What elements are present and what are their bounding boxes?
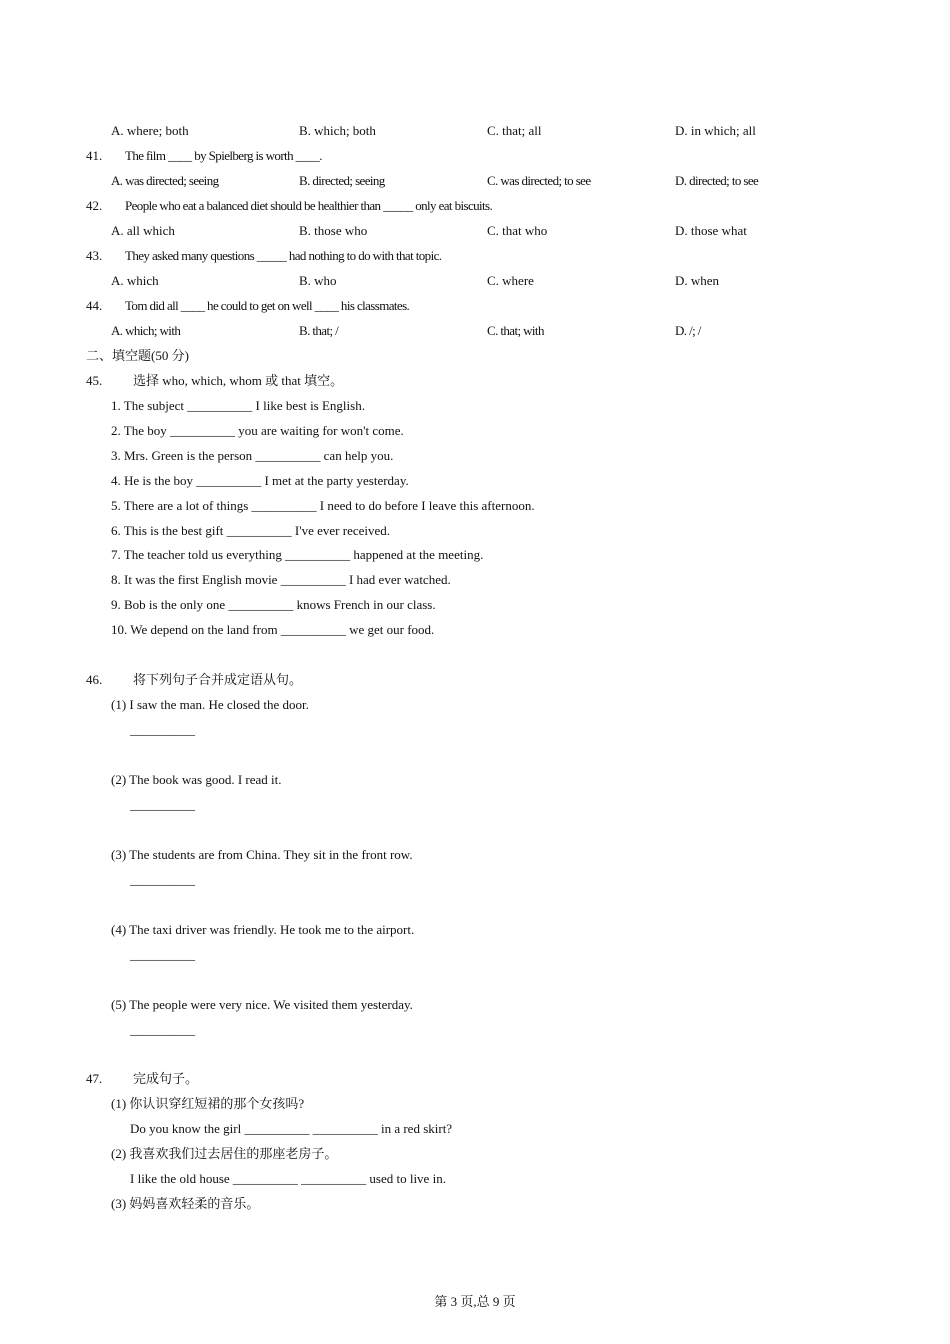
option-b: B. that; / xyxy=(299,323,339,338)
answer-blank: __________ xyxy=(130,947,195,962)
option-a: A. where; both xyxy=(111,123,189,138)
question-stem: The film ____ by Spielberg is worth ____. xyxy=(125,148,322,163)
fill-item: 1. The subject __________ I like best is English. xyxy=(111,398,365,413)
option-a: A. which xyxy=(111,273,159,288)
question-number: 42. xyxy=(86,198,103,213)
answer-blank: __________ xyxy=(130,872,195,887)
question-stem: Tom did all ____ he could to get on well ____ his classmates. xyxy=(125,298,410,313)
option-c: C. that who xyxy=(487,223,548,238)
fill-item: 5. There are a lot of things __________ I need to do before I leave this afternoon. xyxy=(111,498,535,513)
chinese-prompt: (1) 你认识穿红短裙的那个女孩吗? xyxy=(111,1096,305,1111)
fill-item: 8. It was the first English movie __________ I had ever watched. xyxy=(111,572,451,587)
question-instruction: 完成句子。 xyxy=(133,1071,199,1086)
section-heading: 二、填空题(50 分) xyxy=(86,348,189,363)
fill-item: 10. We depend on the land from __________ we get our food. xyxy=(111,622,435,637)
answer-blank: __________ xyxy=(130,1022,195,1037)
option-b: B. directed; seeing xyxy=(299,173,385,188)
option-b: B. who xyxy=(299,273,337,288)
option-d: D. directed; to see xyxy=(675,173,759,188)
option-a: A. was directed; seeing xyxy=(111,173,219,188)
option-b: B. which; both xyxy=(299,123,376,138)
option-d: D. /; / xyxy=(675,323,701,338)
option-c: C. was directed; to see xyxy=(487,173,591,188)
option-a: A. all which xyxy=(111,223,175,238)
fill-item: 6. This is the best gift __________ I've ever received. xyxy=(111,523,391,538)
option-d: D. when xyxy=(675,273,720,288)
combine-item: (1) I saw the man. He closed the door. xyxy=(111,697,309,712)
combine-item: (3) The students are from China. They sit in the front row. xyxy=(111,847,413,862)
option-c: C. that; with xyxy=(487,323,544,338)
option-b: B. those who xyxy=(299,223,368,238)
option-d: D. in which; all xyxy=(675,123,756,138)
option-d: D. those what xyxy=(675,223,747,238)
fill-item: 4. He is the boy __________ I met at the party yesterday. xyxy=(111,473,409,488)
answer-blank: __________ xyxy=(130,797,195,812)
question-number: 45. xyxy=(86,373,103,388)
question-number: 41. xyxy=(86,148,103,163)
question-number: 47. xyxy=(86,1071,103,1086)
english-sentence: Do you know the girl __________ __________ in a red skirt? xyxy=(130,1121,453,1136)
combine-item: (4) The taxi driver was friendly. He took me to the airport. xyxy=(111,922,415,937)
chinese-prompt: (2) 我喜欢我们过去居住的那座老房子。 xyxy=(111,1146,338,1161)
fill-item: 3. Mrs. Green is the person __________ can help you. xyxy=(111,448,394,463)
question-stem: People who eat a balanced diet should be healthier than _____ only eat biscuits. xyxy=(125,198,493,213)
combine-item: (5) The people were very nice. We visited them yesterday. xyxy=(111,997,413,1012)
combine-item: (2) The book was good. I read it. xyxy=(111,772,282,787)
fill-item: 9. Bob is the only one __________ knows French in our class. xyxy=(111,597,436,612)
question-number: 43. xyxy=(86,248,103,263)
question-instruction: 选择 who, which, whom 或 that 填空。 xyxy=(133,373,344,388)
page-footer: 第 3 页,总 9 页 xyxy=(434,1294,516,1309)
fill-item: 2. The boy __________ you are waiting for won't come. xyxy=(111,423,404,438)
question-number: 46. xyxy=(86,672,103,687)
question-instruction: 将下列句子合并成定语从句。 xyxy=(133,672,303,687)
answer-blank: __________ xyxy=(130,722,195,737)
option-c: C. that; all xyxy=(487,123,542,138)
chinese-prompt: (3) 妈妈喜欢轻柔的音乐。 xyxy=(111,1196,260,1211)
question-stem: They asked many questions _____ had nothing to do with that topic. xyxy=(125,248,442,263)
fill-item: 7. The teacher told us everything __________ happened at the meeting. xyxy=(111,547,484,562)
english-sentence: I like the old house __________ __________ used to live in. xyxy=(130,1171,446,1186)
option-c: C. where xyxy=(487,273,534,288)
question-number: 44. xyxy=(86,298,103,313)
option-a: A. which; with xyxy=(111,323,181,338)
